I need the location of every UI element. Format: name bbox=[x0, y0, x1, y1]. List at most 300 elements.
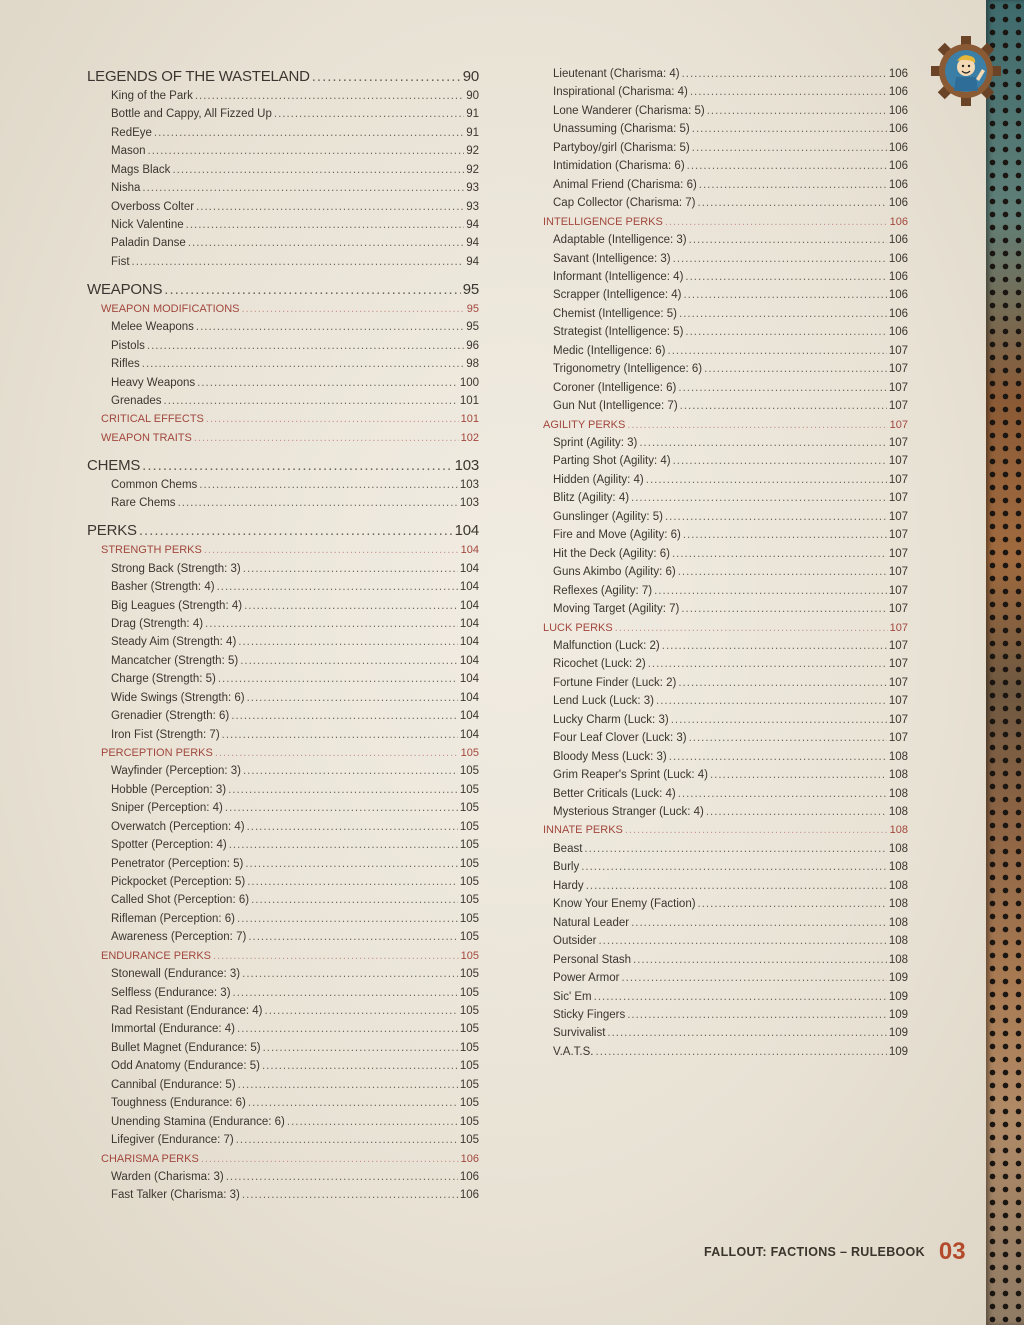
toc-entry[interactable] bbox=[111, 765, 479, 777]
toc-entry[interactable] bbox=[553, 529, 908, 541]
toc-section[interactable] bbox=[101, 432, 479, 444]
toc-section[interactable] bbox=[543, 824, 908, 836]
toc-entry[interactable] bbox=[111, 618, 479, 630]
toc-title: CRITICAL EFFECTS bbox=[101, 413, 204, 426]
toc-entry[interactable] bbox=[553, 160, 908, 172]
dot-leader bbox=[692, 142, 887, 154]
toc-title: PERKS bbox=[87, 522, 137, 540]
toc-page-number: 105 bbox=[459, 1023, 479, 1036]
dot-leader bbox=[682, 68, 887, 80]
toc-entry[interactable] bbox=[553, 308, 908, 320]
dot-leader bbox=[240, 655, 458, 667]
toc-entry[interactable] bbox=[111, 219, 479, 231]
toc-page-number: 106 bbox=[888, 197, 908, 210]
toc-page-number: 106 bbox=[889, 215, 908, 228]
toc-page-number: 107 bbox=[888, 344, 908, 357]
toc-title: Sticky Fingers bbox=[553, 1008, 626, 1021]
dot-leader bbox=[673, 455, 887, 467]
toc-entry[interactable] bbox=[553, 732, 908, 744]
dot-leader bbox=[213, 950, 459, 962]
dot-leader bbox=[596, 1046, 887, 1058]
toc-entry[interactable] bbox=[111, 802, 479, 814]
dot-leader bbox=[132, 256, 465, 268]
toc-title: Melee Weapons bbox=[111, 321, 194, 334]
dot-leader bbox=[242, 303, 465, 315]
toc-entry[interactable] bbox=[553, 714, 908, 726]
dot-leader bbox=[669, 751, 887, 763]
toc-entry[interactable] bbox=[111, 321, 479, 333]
toc-entry[interactable] bbox=[553, 806, 908, 818]
toc-title: Pickpocket (Perception: 5) bbox=[111, 876, 246, 889]
toc-entry[interactable] bbox=[553, 751, 908, 763]
toc-entry[interactable] bbox=[553, 363, 908, 375]
toc-title: Power Armor bbox=[553, 972, 620, 985]
toc-section[interactable] bbox=[101, 1153, 479, 1165]
dot-leader bbox=[627, 419, 887, 431]
toc-entry[interactable] bbox=[111, 655, 479, 667]
toc-entry[interactable] bbox=[553, 197, 908, 209]
toc-entry[interactable] bbox=[553, 788, 908, 800]
toc-title: Four Leaf Clover (Luck: 3) bbox=[553, 732, 687, 745]
toc-page-number: 107 bbox=[888, 529, 908, 542]
toc-page-number: 105 bbox=[459, 1078, 479, 1091]
toc-section[interactable] bbox=[101, 544, 479, 556]
toc-page-number: 90 bbox=[466, 90, 479, 102]
toc-title: Big Leagues (Strength: 4) bbox=[111, 599, 243, 612]
toc-page-number: 104 bbox=[459, 728, 479, 741]
dot-leader bbox=[692, 123, 887, 135]
toc-page-number: 105 bbox=[459, 802, 479, 815]
toc-entry[interactable] bbox=[111, 340, 479, 352]
toc-page-number: 106 bbox=[888, 123, 908, 136]
toc-title: Unending Stamina (Endurance: 6) bbox=[111, 1115, 285, 1128]
toc-title: Odd Anatomy (Endurance: 5) bbox=[111, 1060, 260, 1073]
toc-title: WEAPONS bbox=[87, 280, 163, 298]
toc-page-number: 105 bbox=[459, 1041, 479, 1054]
toc-entry[interactable] bbox=[111, 256, 479, 268]
toc-entry[interactable] bbox=[111, 913, 479, 925]
toc-entry[interactable] bbox=[553, 935, 908, 947]
toc-entry[interactable] bbox=[553, 234, 908, 246]
dot-leader bbox=[248, 931, 458, 943]
toc-page-number: 107 bbox=[888, 381, 908, 394]
toc-entry[interactable] bbox=[111, 1171, 479, 1183]
toc-entry[interactable] bbox=[111, 497, 479, 509]
toc-entry[interactable] bbox=[553, 400, 908, 412]
toc-page-number: 107 bbox=[888, 658, 908, 671]
toc-title: Moving Target (Agility: 7) bbox=[553, 603, 680, 616]
toc-entry[interactable] bbox=[553, 898, 908, 910]
rulebook-title: FALLOUT: FACTIONS – RULEBOOK bbox=[704, 1245, 925, 1259]
dot-leader bbox=[231, 710, 458, 722]
toc-entry[interactable] bbox=[111, 358, 479, 370]
toc-page-number: 109 bbox=[888, 1027, 908, 1040]
toc-title: Unassuming (Charisma: 5) bbox=[553, 123, 690, 136]
toc-page-number: 108 bbox=[888, 935, 908, 948]
toc-title: Common Chems bbox=[111, 478, 198, 491]
toc-title: Basher (Strength: 4) bbox=[111, 581, 215, 594]
toc-entry[interactable] bbox=[553, 658, 908, 670]
toc-page-number: 107 bbox=[888, 455, 908, 468]
dot-leader bbox=[679, 308, 887, 320]
dot-leader bbox=[237, 1023, 458, 1035]
toc-entry[interactable] bbox=[111, 182, 479, 194]
toc-entry[interactable] bbox=[111, 127, 479, 139]
dot-leader bbox=[236, 1134, 458, 1146]
toc-title: Immortal (Endurance: 4) bbox=[111, 1023, 235, 1036]
toc-entry[interactable] bbox=[111, 237, 479, 249]
dot-leader bbox=[639, 437, 886, 449]
toc-entry[interactable] bbox=[553, 271, 908, 283]
toc-entry[interactable] bbox=[553, 769, 908, 781]
dot-leader bbox=[678, 788, 887, 800]
toc-entry[interactable] bbox=[111, 600, 479, 612]
toc-entry[interactable] bbox=[111, 1060, 479, 1072]
toc-page-number: 107 bbox=[888, 473, 908, 486]
toc-title: Drag (Strength: 4) bbox=[111, 618, 204, 631]
toc-page-number: 105 bbox=[460, 949, 479, 962]
toc-title: Scrapper (Intelligence: 4) bbox=[553, 289, 682, 302]
toc-page-number: 109 bbox=[888, 1008, 908, 1021]
toc-entry[interactable] bbox=[111, 1023, 479, 1035]
toc-page-number: 107 bbox=[888, 639, 908, 652]
toc-page-number: 105 bbox=[459, 986, 479, 999]
dot-leader bbox=[690, 86, 887, 98]
dot-leader bbox=[197, 377, 458, 389]
toc-page-number: 107 bbox=[888, 603, 908, 616]
page-number: 03 bbox=[938, 1238, 966, 1265]
toc-title: Nisha bbox=[111, 182, 141, 195]
toc-page-number: 107 bbox=[888, 510, 908, 523]
dot-leader bbox=[222, 729, 458, 741]
toc-page-number: 93 bbox=[466, 182, 479, 195]
toc-title: Cannibal (Endurance: 5) bbox=[111, 1078, 236, 1091]
page-footer bbox=[704, 1238, 966, 1266]
dot-leader bbox=[139, 522, 453, 539]
dot-leader bbox=[698, 898, 887, 910]
toc-page-number: 107 bbox=[888, 695, 908, 708]
toc-title: Fast Talker (Charisma: 3) bbox=[111, 1189, 240, 1202]
dot-leader bbox=[265, 1005, 458, 1017]
toc-section[interactable] bbox=[543, 216, 908, 228]
toc-section[interactable] bbox=[101, 303, 479, 315]
toc-entry[interactable] bbox=[553, 954, 908, 966]
toc-page-number: 94 bbox=[466, 219, 479, 231]
toc-chapter[interactable] bbox=[87, 457, 479, 474]
toc-page-number: 108 bbox=[889, 824, 908, 837]
toc-page-number: 105 bbox=[459, 820, 479, 833]
toc-page-number: 104 bbox=[459, 673, 479, 686]
toc-title: Iron Fist (Strength: 7) bbox=[111, 728, 220, 741]
toc-entry[interactable] bbox=[553, 68, 908, 80]
toc-page-number: 93 bbox=[466, 200, 479, 213]
toc-entry[interactable] bbox=[553, 86, 908, 98]
toc-entry[interactable] bbox=[553, 492, 908, 504]
toc-entry[interactable] bbox=[553, 603, 908, 615]
dot-leader bbox=[584, 843, 886, 855]
rusted-metal-strip bbox=[986, 0, 1024, 1325]
toc-title: Inspirational (Charisma: 4) bbox=[553, 86, 688, 99]
toc-title: Selfless (Endurance: 3) bbox=[111, 986, 231, 999]
toc-title: Bullet Magnet (Endurance: 5) bbox=[111, 1041, 261, 1054]
dot-leader bbox=[243, 563, 458, 575]
toc-page-number: 102 bbox=[460, 431, 479, 444]
dot-leader bbox=[598, 935, 886, 947]
toc-entry[interactable] bbox=[111, 987, 479, 999]
dot-leader bbox=[243, 765, 458, 777]
toc-page-number: 105 bbox=[459, 894, 479, 907]
toc-page-number: 92 bbox=[466, 145, 479, 158]
toc-page-number: 104 bbox=[459, 618, 479, 631]
toc-entry[interactable] bbox=[111, 636, 479, 648]
dot-leader bbox=[154, 127, 464, 139]
toc-section[interactable] bbox=[101, 413, 479, 425]
toc-page-number: 106 bbox=[888, 178, 908, 191]
toc-page-number: 104 bbox=[459, 562, 479, 575]
toc-entry[interactable] bbox=[553, 548, 908, 560]
toc-title: Wide Swings (Strength: 6) bbox=[111, 691, 245, 704]
toc-page-number: 100 bbox=[459, 376, 479, 389]
toc-page-number: 106 bbox=[888, 289, 908, 302]
dot-leader bbox=[196, 201, 464, 213]
dot-leader bbox=[678, 382, 886, 394]
toc-entry[interactable] bbox=[553, 677, 908, 689]
toc-entry[interactable] bbox=[111, 931, 479, 943]
toc-title: Spotter (Perception: 4) bbox=[111, 839, 227, 852]
toc-page-number: 106 bbox=[888, 270, 908, 283]
toc-page-number: 104 bbox=[459, 691, 479, 704]
toc-page-number: 90 bbox=[462, 68, 479, 85]
toc-title: Sic' Em bbox=[553, 990, 592, 1003]
toc-title: Lieutenant (Charisma: 4) bbox=[553, 68, 680, 80]
toc-page-number: 92 bbox=[466, 163, 479, 176]
toc-section[interactable] bbox=[101, 747, 479, 759]
toc-entry[interactable] bbox=[553, 695, 908, 707]
toc-entry[interactable] bbox=[553, 1046, 908, 1058]
dot-leader bbox=[654, 585, 887, 597]
dot-leader bbox=[689, 234, 887, 246]
toc-entry[interactable] bbox=[111, 894, 479, 906]
toc-page-number: 101 bbox=[460, 413, 479, 426]
dot-leader bbox=[247, 876, 458, 888]
toc-entry[interactable] bbox=[111, 563, 479, 575]
toc-entry[interactable] bbox=[111, 876, 479, 888]
dot-leader bbox=[237, 913, 458, 925]
toc-entry[interactable] bbox=[111, 164, 479, 176]
toc-title: Sprint (Agility: 3) bbox=[553, 437, 638, 449]
dot-leader bbox=[681, 603, 886, 615]
toc-title: Ricochet (Luck: 2) bbox=[553, 658, 646, 671]
toc-page-number: 105 bbox=[459, 876, 479, 889]
toc-chapter[interactable] bbox=[87, 68, 479, 85]
toc-section[interactable] bbox=[543, 622, 908, 634]
toc-entry[interactable] bbox=[111, 858, 479, 870]
toc-entry[interactable] bbox=[553, 474, 908, 486]
dot-leader bbox=[685, 271, 886, 283]
toc-title: Rifleman (Perception: 6) bbox=[111, 912, 235, 925]
toc-entry[interactable] bbox=[553, 345, 908, 357]
toc-title: Mason bbox=[111, 145, 146, 158]
dot-leader bbox=[226, 1171, 458, 1183]
toc-page-number: 109 bbox=[888, 990, 908, 1003]
dot-leader bbox=[707, 105, 887, 117]
toc-title: Gun Nut (Intelligence: 7) bbox=[553, 400, 678, 413]
toc-entry[interactable] bbox=[111, 729, 479, 741]
toc-page-number: 107 bbox=[888, 400, 908, 413]
toc-title: INNATE PERKS bbox=[543, 824, 623, 837]
toc-entry[interactable] bbox=[111, 710, 479, 722]
toc-page-number: 108 bbox=[888, 787, 908, 800]
toc-title: Blitz (Agility: 4) bbox=[553, 492, 630, 505]
dot-leader bbox=[242, 1189, 458, 1201]
toc-entry[interactable] bbox=[111, 673, 479, 685]
toc-entry[interactable] bbox=[553, 289, 908, 301]
toc-entry[interactable] bbox=[111, 377, 479, 389]
toc-title: Overwatch (Perception: 4) bbox=[111, 820, 245, 833]
toc-title: Pistols bbox=[111, 339, 145, 352]
toc-page-number: 108 bbox=[888, 879, 908, 892]
toc-page-number: 109 bbox=[888, 1045, 908, 1058]
toc-entry[interactable] bbox=[553, 105, 908, 117]
toc-page-number: 105 bbox=[459, 1134, 479, 1147]
toc-title: LEGENDS OF THE WASTELAND bbox=[87, 68, 310, 85]
toc-entry[interactable] bbox=[111, 395, 479, 407]
toc-entry[interactable] bbox=[553, 861, 908, 873]
toc-entry[interactable] bbox=[553, 179, 908, 191]
toc-page-number: 108 bbox=[888, 769, 908, 782]
toc-entry[interactable] bbox=[553, 1009, 908, 1021]
toc-entry[interactable] bbox=[553, 640, 908, 652]
toc-entry[interactable] bbox=[553, 455, 908, 467]
toc-entry[interactable] bbox=[111, 1079, 479, 1091]
toc-title: Know Your Enemy (Faction) bbox=[553, 898, 696, 911]
toc-page-number: 104 bbox=[459, 654, 479, 667]
toc-page-number: 105 bbox=[459, 1005, 479, 1018]
dot-leader bbox=[247, 692, 458, 704]
toc-title: Fire and Move (Agility: 6) bbox=[553, 529, 681, 542]
toc-page-number: 105 bbox=[459, 1060, 479, 1073]
toc-page-number: 108 bbox=[888, 953, 908, 966]
toc-page-number: 108 bbox=[888, 842, 908, 855]
dot-leader bbox=[164, 395, 458, 407]
toc-page-number: 104 bbox=[454, 522, 479, 540]
toc-entry[interactable] bbox=[111, 1189, 479, 1201]
toc-title: Sniper (Perception: 4) bbox=[111, 802, 223, 815]
toc-page-number: 106 bbox=[888, 252, 908, 265]
toc-entry[interactable] bbox=[111, 1134, 479, 1146]
toc-page-number: 107 bbox=[888, 566, 908, 579]
toc-page-number: 106 bbox=[888, 104, 908, 117]
toc-chapter[interactable] bbox=[87, 281, 479, 298]
toc-entry[interactable] bbox=[553, 880, 908, 892]
toc-entry[interactable] bbox=[111, 1116, 479, 1128]
dot-leader bbox=[656, 695, 887, 707]
toc-title: Fist bbox=[111, 255, 130, 268]
dot-leader bbox=[245, 858, 457, 870]
toc-entry[interactable] bbox=[111, 145, 479, 157]
dot-leader bbox=[244, 600, 458, 612]
toc-entry[interactable] bbox=[553, 382, 908, 394]
toc-title: Malfunction (Luck: 2) bbox=[553, 639, 660, 652]
toc-page-number: 108 bbox=[888, 861, 908, 874]
dot-leader bbox=[607, 1027, 886, 1039]
toc-entry[interactable] bbox=[111, 201, 479, 213]
toc-entry[interactable] bbox=[553, 253, 908, 265]
toc-entry[interactable] bbox=[553, 142, 908, 154]
toc-page-number: 105 bbox=[459, 783, 479, 796]
toc-entry[interactable] bbox=[111, 479, 479, 491]
toc-page-number: 108 bbox=[888, 750, 908, 763]
toc-title: Overboss Colter bbox=[111, 200, 195, 213]
toc-entry[interactable] bbox=[111, 839, 479, 851]
dot-leader bbox=[242, 968, 458, 980]
toc-entry[interactable] bbox=[553, 566, 908, 578]
toc-section[interactable] bbox=[101, 950, 479, 962]
dot-leader bbox=[142, 182, 464, 194]
toc-chapter[interactable] bbox=[87, 522, 479, 539]
toc-entry[interactable] bbox=[553, 991, 908, 1003]
toc-entry[interactable] bbox=[111, 1042, 479, 1054]
dot-leader bbox=[201, 1153, 459, 1165]
toc-page-number: 107 bbox=[889, 418, 908, 431]
dot-leader bbox=[199, 479, 458, 491]
dot-leader bbox=[621, 972, 886, 984]
toc-entry[interactable] bbox=[553, 326, 908, 338]
toc-entry[interactable] bbox=[111, 968, 479, 980]
toc-title: Rare Chems bbox=[111, 497, 176, 510]
toc-page-number: 101 bbox=[459, 395, 479, 408]
toc-entry[interactable] bbox=[111, 1097, 479, 1109]
toc-title: Mancatcher (Strength: 5) bbox=[111, 654, 239, 667]
toc-entry[interactable] bbox=[553, 585, 908, 597]
dot-leader bbox=[706, 806, 887, 818]
toc-entry[interactable] bbox=[111, 692, 479, 704]
toc-page-number: 104 bbox=[459, 581, 479, 594]
toc-entry[interactable] bbox=[111, 821, 479, 833]
toc-entry[interactable] bbox=[111, 784, 479, 796]
dot-leader bbox=[680, 400, 887, 412]
toc-entry[interactable] bbox=[111, 1005, 479, 1017]
toc-entry[interactable] bbox=[553, 972, 908, 984]
toc-title: Charge (Strength: 5) bbox=[111, 673, 216, 686]
toc-title: CHEMS bbox=[87, 456, 141, 474]
toc-entry[interactable] bbox=[111, 581, 479, 593]
toc-entry[interactable] bbox=[553, 437, 908, 449]
toc-title: Lend Luck (Luck: 3) bbox=[553, 695, 655, 708]
toc-entry[interactable] bbox=[111, 108, 479, 120]
dot-leader bbox=[662, 640, 887, 652]
toc-page-number: 105 bbox=[459, 839, 479, 852]
toc-title: Chemist (Intelligence: 5) bbox=[553, 307, 677, 320]
toc-section[interactable] bbox=[543, 419, 908, 431]
toc-entry[interactable] bbox=[553, 123, 908, 135]
dot-leader bbox=[683, 529, 887, 541]
toc-page-number: 94 bbox=[466, 255, 479, 268]
toc-entry[interactable] bbox=[553, 917, 908, 929]
toc-page-number: 95 bbox=[466, 302, 479, 315]
toc-title: Awareness (Perception: 7) bbox=[111, 931, 247, 944]
toc-page-number: 106 bbox=[888, 68, 908, 80]
toc-entry[interactable] bbox=[553, 1027, 908, 1039]
toc-entry[interactable] bbox=[553, 511, 908, 523]
dot-leader bbox=[188, 237, 464, 249]
toc-page-number: 106 bbox=[888, 307, 908, 320]
dot-leader bbox=[205, 618, 458, 630]
toc-page-number: 106 bbox=[888, 86, 908, 99]
toc-entry[interactable] bbox=[553, 843, 908, 855]
toc-entry[interactable] bbox=[111, 90, 479, 102]
dot-leader bbox=[178, 497, 458, 509]
